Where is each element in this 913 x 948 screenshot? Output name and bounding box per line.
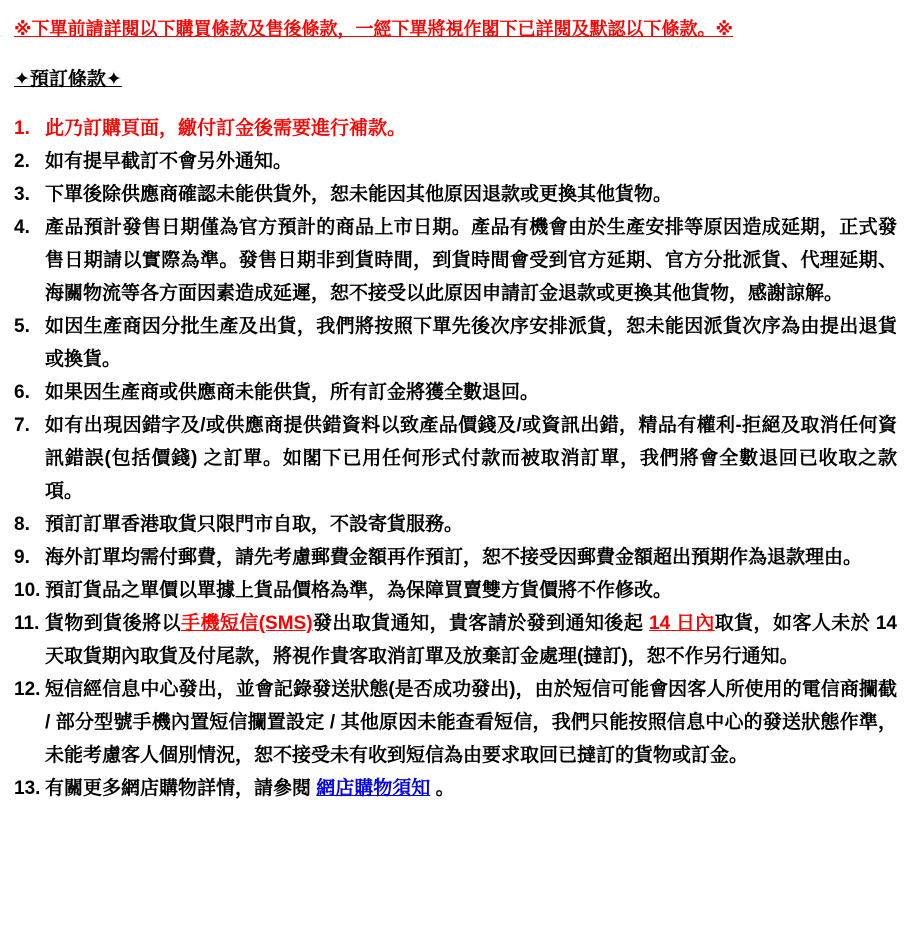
term-text: 產品預計發售日期僅為官方預計的商品上市日期。產品有機會由於生產安排等原因造成延期，正式發售日期請以實際為準。發售日期非到貨時間，到貨時間會受到官方延期、官方分批派貨、代理延期、海關物流等各方面因素造成延遲，恕不接受以此原因申請訂金退款或更換其他貨物，感謝諒解。 (45, 217, 897, 304)
term-item-7 (14, 409, 897, 508)
term-item-12 (14, 673, 897, 772)
term-text-segment: 。 (430, 778, 455, 799)
term-number: 11. (14, 613, 40, 634)
term-item-11 (14, 607, 897, 673)
section-header-preorder-terms: ✦預訂條款✦ (14, 69, 122, 90)
term-item-5 (14, 310, 897, 376)
term-item-6 (14, 376, 897, 409)
term-item-1 (14, 112, 897, 145)
term-text: 海外訂單均需付郵費，請先考慮郵費金額再作預訂，恕不接受因郵費金額超出預期作為退款理由。 (45, 547, 863, 568)
term-text: 如果因生產商或供應商未能供貨，所有訂金將獲全數退回。 (45, 382, 540, 403)
term-number: 13. (14, 778, 41, 799)
term-item-9 (14, 541, 897, 574)
term-number: 5. (14, 316, 30, 337)
term-number: 4. (14, 217, 30, 238)
page-title: ※下單前請詳閱以下購買條款及售後條款，一經下單將視作閣下已詳閱及默認以下條款。※ (14, 19, 733, 39)
term-text-segment: 發出取貨通知，貴客請於發到通知後起 (312, 613, 649, 634)
term-text-segment: 取貨，如客人未於 14 天取貨期內取貨及付尾款，將視作貴客取消訂單及放棄訂金處理(撻訂)，恕不作另行通知。 (45, 613, 897, 667)
term-text-segment: 貨物到貨後將以 (45, 613, 182, 634)
term-number: 8. (14, 514, 30, 535)
term-text: 預訂貨品之單價以單據上貨品價格為準，為保障買賣雙方貨價將不作修改。 (45, 580, 673, 601)
term-item-10 (14, 574, 897, 607)
term-text: 下單後除供應商確認未能供貨外，恕未能因其他原因退款或更換其他貨物。 (45, 184, 673, 205)
term-text: 如因生產商因分批生產及出貨，我們將按照下單先後次序安排派貨，恕未能因派貨次序為由提出退貨或換貨。 (45, 316, 897, 370)
term-number: 6. (14, 382, 30, 403)
term-text: 短信經信息中心發出，並會記錄發送狀態(是否成功發出)，由於短信可能會因客人所使用的電信商攔截 / 部分型號手機內置短信攔置設定 / 其他原因未能查看短信，我們只能按照信息中心的發送狀態作準，未能考慮客人個別情況，恕不接受未有收到短信為由要求取回已撻訂的貨物或訂金。 (45, 679, 897, 766)
term-item-4 (14, 211, 897, 310)
term-item-3 (14, 178, 897, 211)
term-text (45, 772, 897, 805)
term-number: 10. (14, 580, 41, 601)
term-text (45, 607, 897, 673)
pickup-deadline-highlight: 14 日內 (649, 613, 715, 634)
term-number: 1. (14, 118, 30, 139)
terms-list (14, 112, 897, 805)
term-number: 2. (14, 151, 30, 172)
term-item-2 (14, 145, 897, 178)
shop-guide-link[interactable]: 網店購物須知 (316, 778, 431, 799)
term-text: 如有提早截訂不會另外通知。 (45, 151, 293, 172)
term-number: 7. (14, 415, 30, 436)
term-text: 如有出現因錯字及/或供應商提供錯資料以致產品價錢及/或資訊出錯，精品有權利-拒絕及取消任何資訊錯誤(包括價錢) 之訂單。如閣下已用任何形式付款而被取消訂單，我們將會全數退回已收取之款項。 (45, 415, 897, 502)
term-number: 9. (14, 547, 30, 568)
term-text-segment: 有關更多網店購物詳情，請參閱 (45, 778, 317, 799)
term-number: 12. (14, 679, 41, 700)
term-text: 此乃訂購頁面，繳付訂金後需要進行補款。 (45, 118, 407, 139)
sms-notice-highlight: 手機短信(SMS) (181, 613, 313, 634)
term-text: 預訂訂單香港取貨只限門市自取，不設寄貨服務。 (45, 514, 464, 535)
term-item-13 (14, 772, 897, 805)
term-number: 3. (14, 184, 30, 205)
term-item-8 (14, 508, 897, 541)
